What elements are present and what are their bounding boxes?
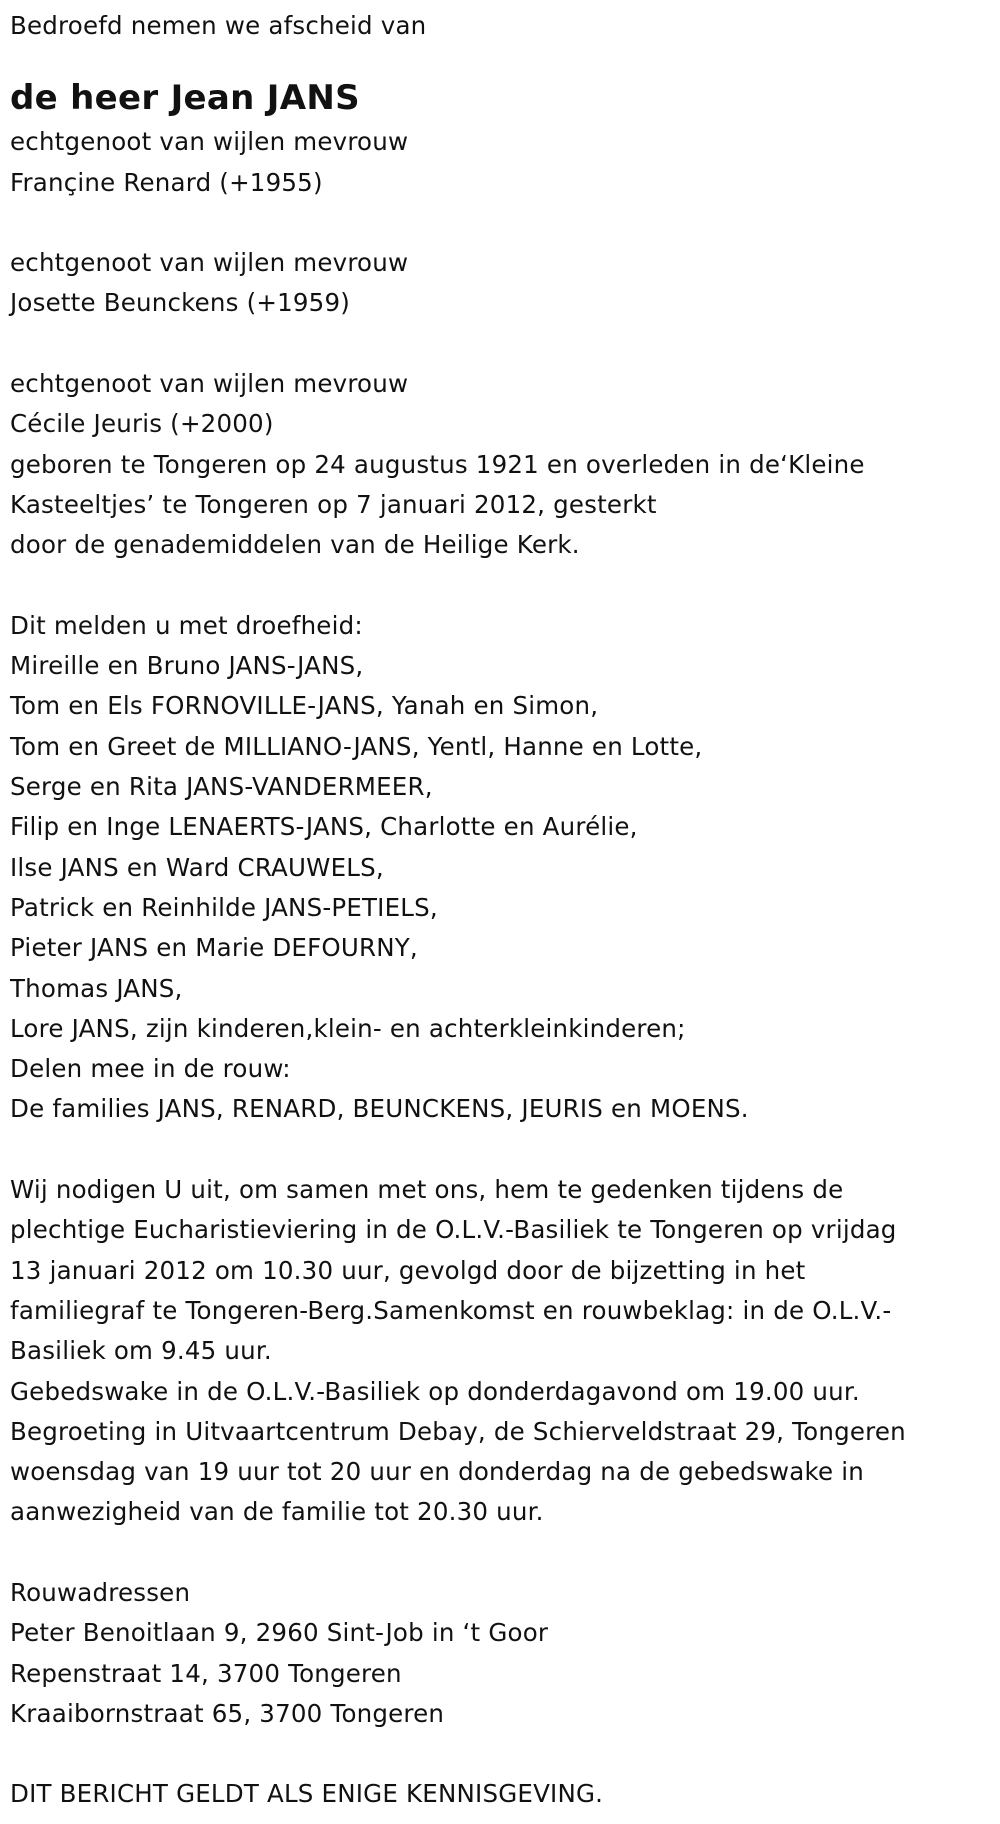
address-line: Peter Benoitlaan 9, 2960 Sint-Job in ‘t Goor bbox=[10, 1618, 549, 1648]
spacer bbox=[10, 324, 995, 364]
address-line: Kraaibornstraat 65, 3700 Tongeren bbox=[10, 1698, 445, 1728]
family-line: Tom en Greet de MILLIANO-JANS, Yentl, Hanne en Lotte, bbox=[10, 731, 703, 761]
family-line: Filip en Inge LENAERTS-JANS, Charlotte en Aurélie, bbox=[10, 812, 638, 842]
spouse-relation: echtgenoot van wijlen mevrouw bbox=[10, 369, 409, 399]
family-line: Lore JANS, zijn kinderen,klein- en achterkleinkinderen; bbox=[10, 1013, 686, 1043]
spouse-relation: echtgenoot van wijlen mevrouw bbox=[10, 248, 409, 278]
birth-death-line: door de genademiddelen van de Heilige Kerk. bbox=[10, 530, 580, 560]
family-line: Pieter JANS en Marie DEFOURNY, bbox=[10, 933, 418, 963]
closing-notice: DIT BERICHT GELDT ALS ENIGE KENNISGEVING. bbox=[10, 1779, 604, 1809]
birth-death-line: geboren te Tongeren op 24 augustus 1921 en overleden in de‘Kleine bbox=[10, 449, 865, 479]
spouse-name: Cécile Jeuris (+2000) bbox=[10, 409, 274, 439]
ceremony-line: plechtige Eucharistieviering in de O.L.V.-Basiliek te Tongeren op vrijdag bbox=[10, 1215, 897, 1245]
address-line: Repenstraat 14, 3700 Tongeren bbox=[10, 1658, 402, 1688]
ceremony-line: Basiliek om 9.45 uur. bbox=[10, 1336, 272, 1366]
ceremony-line: Begroeting in Uitvaartcentrum Debay, de Schierveldstraat 29, Tongeren bbox=[10, 1416, 906, 1446]
ceremony-line: familiegraf te Tongeren-Berg.Samenkomst en rouwbeklag: in de O.L.V.- bbox=[10, 1295, 892, 1325]
intro-text: Bedroefd nemen we afscheid van bbox=[10, 11, 427, 40]
family-line: Tom en Els FORNOVILLE-JANS, Yanah en Simon, bbox=[10, 691, 599, 721]
family-line: Thomas JANS, bbox=[10, 973, 183, 1003]
birth-death-line: Kasteeltjes’ te Tongeren op 7 januari 2012, gesterkt bbox=[10, 489, 657, 519]
family-line: Mireille en Bruno JANS-JANS, bbox=[10, 651, 364, 681]
ceremony-line: woensdag van 19 uur tot 20 uur en donderdag na de gebedswake in bbox=[10, 1457, 864, 1487]
addresses-heading: Rouwadressen bbox=[10, 1577, 191, 1607]
family-line: Ilse JANS en Ward CRAUWELS, bbox=[10, 852, 384, 882]
ceremony-line: Wij nodigen U uit, om samen met ons, hem te gedenken tijdens de bbox=[10, 1175, 844, 1205]
spacer bbox=[10, 1533, 995, 1573]
obituary-notice bbox=[10, 6, 995, 1815]
ceremony-line: 13 januari 2012 om 10.30 uur, gevolgd door de bijzetting in het bbox=[10, 1255, 806, 1285]
family-line: De families JANS, RENARD, BEUNCKENS, JEURIS en MOENS. bbox=[10, 1094, 749, 1124]
spouse-relation: echtgenoot van wijlen mevrouw bbox=[10, 127, 409, 157]
ceremony-line: Gebedswake in de O.L.V.-Basiliek op donderdagavond om 19.00 uur. bbox=[10, 1376, 860, 1406]
spouse-name: Françine Renard (+1955) bbox=[10, 167, 323, 197]
spacer bbox=[10, 1130, 995, 1170]
family-line: Patrick en Reinhilde JANS-PETIELS, bbox=[10, 892, 438, 922]
family-line: Serge en Rita JANS-VANDERMEER, bbox=[10, 772, 433, 802]
spacer bbox=[10, 203, 995, 243]
deceased-name: de heer Jean JANS bbox=[10, 78, 360, 119]
spacer bbox=[10, 566, 995, 606]
spacer bbox=[10, 1734, 995, 1774]
ceremony-line: aanwezigheid van de familie tot 20.30 uur. bbox=[10, 1497, 544, 1527]
family-line: Dit melden u met droefheid: bbox=[10, 610, 363, 640]
spouse-name: Josette Beunckens (+1959) bbox=[10, 288, 350, 318]
family-line: Delen mee in de rouw: bbox=[10, 1054, 291, 1084]
